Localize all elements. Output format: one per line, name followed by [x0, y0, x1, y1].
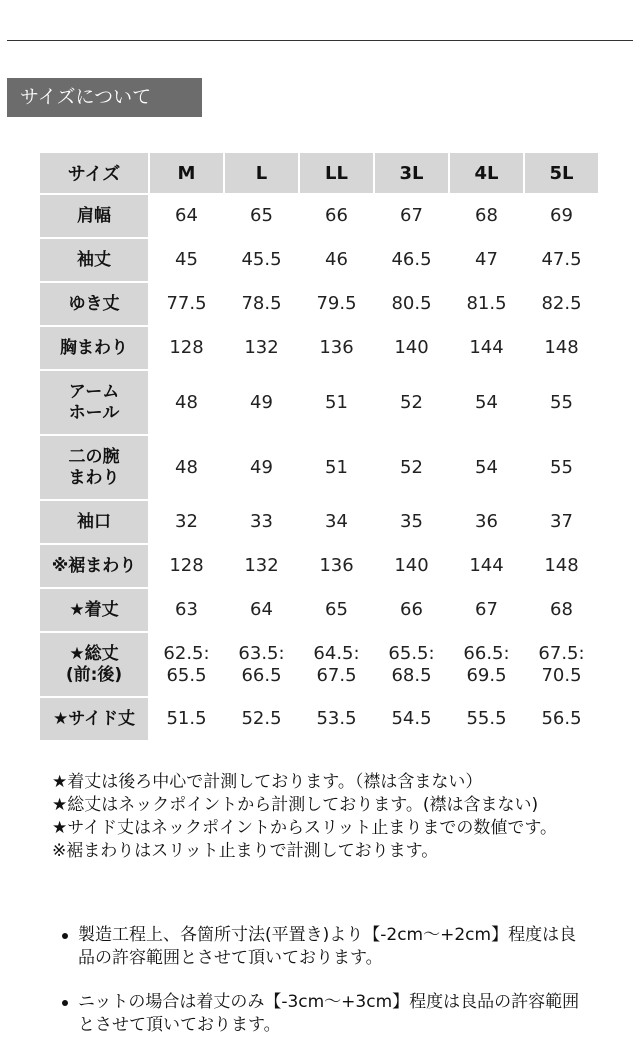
size-value-cell: [300, 633, 373, 696]
size-value-cell: [375, 698, 448, 740]
bullet-dot-icon: [62, 1000, 68, 1006]
size-value-cell: [150, 195, 223, 237]
size-value: 79.5: [316, 293, 357, 314]
list-item: [60, 924, 590, 970]
size-value-cell: [450, 436, 523, 499]
size-value-cell: [300, 195, 373, 237]
size-value-cell: [225, 283, 298, 325]
size-value: 51: [325, 456, 348, 478]
row-label-line: ★着丈: [69, 599, 119, 620]
size-value-cell: [225, 589, 298, 631]
size-value-cell: [225, 239, 298, 281]
size-value: 65.5: [166, 664, 207, 686]
row-label-line: 袖丈: [77, 249, 111, 270]
size-value: 54: [475, 391, 498, 413]
size-table-body: [40, 195, 598, 740]
size-value-cell: [225, 698, 298, 740]
section-title: サイズについて: [7, 78, 202, 117]
row-label-line: ★総丈: [69, 643, 119, 664]
size-value: 82.5: [541, 293, 582, 314]
row-label-line: ゆき丈: [68, 293, 120, 314]
list-item: [60, 991, 590, 1037]
size-value-cell: [450, 589, 523, 631]
size-value: 68: [550, 599, 573, 620]
size-value: 66: [400, 599, 423, 620]
size-value: 55: [550, 456, 573, 478]
size-value-cell: [525, 195, 598, 237]
size-value: 49: [250, 456, 273, 478]
size-value: 66: [325, 205, 348, 226]
bullet-dot-icon: [62, 933, 68, 939]
row-label: [40, 436, 148, 499]
size-value-cell: [300, 283, 373, 325]
size-value-cell: [450, 633, 523, 696]
size-value-cell: [150, 501, 223, 543]
size-value-cell: [525, 633, 598, 696]
row-label: [40, 545, 148, 587]
size-value: 148: [544, 337, 579, 358]
size-value-cell: [300, 501, 373, 543]
size-value-cell: [525, 545, 598, 587]
size-value: 52: [400, 456, 423, 478]
size-value-cell: [450, 283, 523, 325]
size-value: 128: [169, 337, 204, 358]
size-value: 148: [544, 555, 579, 576]
table-row: [40, 436, 598, 499]
size-value: 35: [400, 511, 423, 532]
note-line: ※裾まわりはスリット止まりで計測しております。: [52, 841, 439, 861]
table-row: [40, 698, 598, 740]
size-value: 66.5: [241, 664, 282, 686]
size-value-cell: [150, 239, 223, 281]
size-value-cell: [525, 327, 598, 369]
row-label: [40, 239, 148, 281]
size-value: 67.5:: [538, 642, 585, 664]
size-value: 140: [394, 555, 429, 576]
size-value: 132: [244, 555, 279, 576]
size-value-cell: [225, 327, 298, 369]
size-value: 132: [244, 337, 279, 358]
size-value-cell: [375, 436, 448, 499]
size-value-cell: [525, 698, 598, 740]
row-label-line: 二の腕: [68, 446, 120, 467]
size-value-cell: [225, 436, 298, 499]
row-label-line: 肩幅: [77, 205, 111, 226]
row-label: [40, 327, 148, 369]
table-row: [40, 371, 598, 434]
size-value: 68.5: [391, 664, 432, 686]
row-label: [40, 371, 148, 434]
size-value: 55: [550, 391, 573, 413]
size-value: 53.5: [316, 708, 357, 729]
measurement-notes: [52, 771, 588, 863]
size-value-cell: [525, 283, 598, 325]
size-value: 69: [550, 205, 573, 226]
size-value: 136: [319, 555, 354, 576]
row-label: [40, 698, 148, 740]
size-column-header: L: [225, 153, 298, 193]
size-value-cell: [150, 633, 223, 696]
table-row: [40, 589, 598, 631]
size-value: 36: [475, 511, 498, 532]
size-value: 69.5: [466, 664, 507, 686]
size-value: 54: [475, 456, 498, 478]
size-value-cell: [450, 371, 523, 434]
size-value: 140: [394, 337, 429, 358]
size-value: 47: [475, 249, 498, 270]
note-line: ★総丈はネックポイントから計測しております。(襟は含まない): [52, 795, 539, 815]
top-divider: [7, 40, 633, 41]
size-value-cell: [300, 327, 373, 369]
size-value-cell: [225, 195, 298, 237]
size-value: 34: [325, 511, 348, 532]
tolerance-list: [60, 924, 590, 1058]
size-value-cell: [525, 436, 598, 499]
size-value: 37: [550, 511, 573, 532]
size-value: 51: [325, 391, 348, 413]
row-label: [40, 633, 148, 696]
size-value: 56.5: [541, 708, 582, 729]
size-value-cell: [375, 283, 448, 325]
size-value: 64: [175, 205, 198, 226]
size-value-cell: [450, 501, 523, 543]
size-value-cell: [450, 327, 523, 369]
note-line: ★サイド丈はネックポイントからスリット止まりまでの数値です。: [52, 818, 558, 838]
size-value: 45: [175, 249, 198, 270]
size-value: 63: [175, 599, 198, 620]
size-value-cell: [225, 633, 298, 696]
size-value: 78.5: [241, 293, 282, 314]
size-value: 55.5: [466, 708, 507, 729]
size-value: 52.5: [241, 708, 282, 729]
table-row: [40, 501, 598, 543]
size-value: 48: [175, 456, 198, 478]
size-value-cell: [150, 589, 223, 631]
row-label-line: 胸まわり: [60, 337, 128, 358]
size-value: 67.5: [316, 664, 357, 686]
size-value: 65.5:: [388, 642, 435, 664]
note-line: ★着丈は後ろ中心で計測しております。（襟は含まない）: [52, 772, 483, 792]
size-value: 64: [250, 599, 273, 620]
list-item-text: ニットの場合は着丈のみ【-3cm～+3cm】程度は良品の許容範囲とさせて頂いております。: [78, 992, 580, 1035]
size-value: 45.5: [241, 249, 282, 270]
size-value: 65: [250, 205, 273, 226]
size-value: 144: [469, 555, 504, 576]
row-label-line: ホール: [68, 402, 120, 423]
size-value-cell: [375, 633, 448, 696]
size-column-header: LL: [300, 153, 373, 193]
size-value-cell: [225, 501, 298, 543]
size-value-cell: [225, 371, 298, 434]
size-value: 64.5:: [313, 642, 360, 664]
size-value-cell: [150, 698, 223, 740]
size-value-cell: [375, 501, 448, 543]
row-label-line: アーム: [68, 381, 120, 402]
size-value-cell: [300, 239, 373, 281]
size-value-cell: [450, 239, 523, 281]
size-value-cell: [150, 283, 223, 325]
size-header-row: [40, 153, 598, 193]
size-value-cell: [375, 371, 448, 434]
size-value-cell: [300, 698, 373, 740]
size-value: 77.5: [166, 293, 207, 314]
size-value: 136: [319, 337, 354, 358]
size-value: 144: [469, 337, 504, 358]
size-value: 54.5: [391, 708, 432, 729]
size-value-cell: [450, 195, 523, 237]
size-value: 67: [400, 205, 423, 226]
table-row: [40, 283, 598, 325]
size-value: 48: [175, 391, 198, 413]
size-value-cell: [525, 239, 598, 281]
size-column-header: 3L: [375, 153, 448, 193]
size-value: 81.5: [466, 293, 507, 314]
size-value-cell: [300, 589, 373, 631]
size-value-cell: [525, 371, 598, 434]
row-label-line: ★サイド丈: [52, 708, 136, 729]
size-value-cell: [150, 327, 223, 369]
row-label: [40, 589, 148, 631]
size-value: 66.5:: [463, 642, 510, 664]
row-label: [40, 283, 148, 325]
table-row: [40, 545, 598, 587]
table-row: [40, 633, 598, 696]
size-value: 52: [400, 391, 423, 413]
table-row: [40, 327, 598, 369]
size-value: 80.5: [391, 293, 432, 314]
size-header-label: サイズ: [40, 153, 148, 193]
size-value-cell: [375, 327, 448, 369]
size-value: 70.5: [541, 664, 582, 686]
size-value: 46.5: [391, 249, 432, 270]
size-value: 47.5: [541, 249, 582, 270]
size-value-cell: [450, 698, 523, 740]
size-value-cell: [300, 371, 373, 434]
size-column-header: M: [150, 153, 223, 193]
size-value: 68: [475, 205, 498, 226]
size-value-cell: [375, 545, 448, 587]
size-value: 128: [169, 555, 204, 576]
size-value-cell: [525, 501, 598, 543]
row-label-line: まわり: [68, 467, 120, 488]
size-value-cell: [450, 545, 523, 587]
size-value-cell: [150, 371, 223, 434]
size-value-cell: [375, 239, 448, 281]
size-value-cell: [300, 436, 373, 499]
size-value-cell: [300, 545, 373, 587]
row-label: [40, 195, 148, 237]
size-value-cell: [150, 545, 223, 587]
table-row: [40, 239, 598, 281]
size-value-cell: [225, 545, 298, 587]
size-value: 33: [250, 511, 273, 532]
size-value-cell: [150, 436, 223, 499]
size-value: 49: [250, 391, 273, 413]
size-column-header: 5L: [525, 153, 598, 193]
table-row: [40, 195, 598, 237]
size-value: 67: [475, 599, 498, 620]
size-value: 63.5:: [238, 642, 285, 664]
row-label-line: (前:後): [65, 664, 123, 685]
size-table: [38, 151, 600, 742]
size-value: 65: [325, 599, 348, 620]
size-value-cell: [525, 589, 598, 631]
size-column-header: 4L: [450, 153, 523, 193]
size-value-cell: [375, 589, 448, 631]
row-label-line: ※裾まわり: [51, 555, 137, 576]
size-value: 62.5:: [163, 642, 210, 664]
size-value: 32: [175, 511, 198, 532]
size-value: 46: [325, 249, 348, 270]
row-label: [40, 501, 148, 543]
list-item-text: 製造工程上、各箇所寸法(平置き)より【-2cm～+2cm】程度は良品の許容範囲とさせて頂いております。: [78, 925, 577, 968]
size-value: 51.5: [166, 708, 207, 729]
size-value-cell: [375, 195, 448, 237]
row-label-line: 袖口: [77, 511, 111, 532]
